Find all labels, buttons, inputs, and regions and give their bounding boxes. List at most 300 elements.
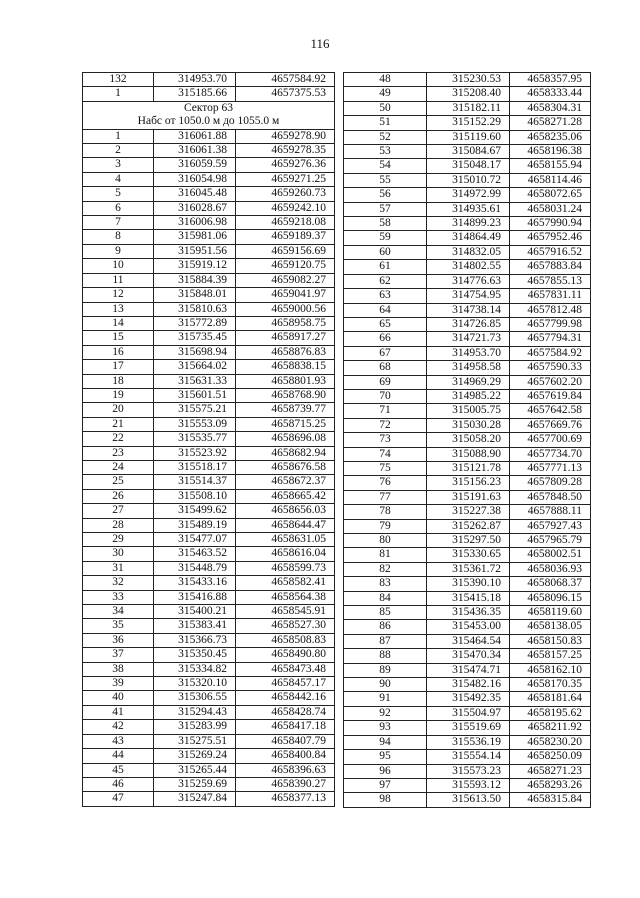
table-row xyxy=(344,101,591,115)
y-coordinate-cell: 4658682.94 xyxy=(236,446,335,460)
y-coordinate-cell: 4658235.06 xyxy=(510,130,591,144)
point-number-cell: 5 xyxy=(83,187,154,201)
x-coordinate-cell: 315088.90 xyxy=(427,447,510,461)
table-row xyxy=(344,793,591,807)
x-coordinate-cell: 315523.92 xyxy=(154,446,236,460)
point-number-cell: 17 xyxy=(83,360,154,374)
point-number-cell: 92 xyxy=(344,706,427,720)
point-number-cell: 89 xyxy=(344,663,427,677)
x-coordinate-cell: 315182.11 xyxy=(427,101,510,115)
point-number-cell: 21 xyxy=(83,417,154,431)
y-coordinate-cell: 4657794.31 xyxy=(510,332,591,346)
table-row xyxy=(344,663,591,677)
table-row xyxy=(344,620,591,634)
table-row xyxy=(344,577,591,591)
x-coordinate-cell: 315058.20 xyxy=(427,433,510,447)
point-number-cell: 65 xyxy=(344,317,427,331)
y-coordinate-cell: 4658739.77 xyxy=(236,403,335,417)
y-coordinate-cell: 4658170.35 xyxy=(510,678,591,692)
y-coordinate-cell: 4657584.92 xyxy=(510,346,591,360)
table-row xyxy=(83,619,335,633)
y-coordinate-cell: 4659276.36 xyxy=(236,158,335,172)
point-number-cell: 81 xyxy=(344,548,427,562)
point-number-cell: 85 xyxy=(344,606,427,620)
x-coordinate-cell: 314802.55 xyxy=(427,260,510,274)
y-coordinate-cell: 4659000.56 xyxy=(236,302,335,316)
point-number-cell: 80 xyxy=(344,534,427,548)
table-row xyxy=(83,533,335,547)
point-number-cell: 51 xyxy=(344,116,427,130)
table-row xyxy=(344,534,591,548)
x-coordinate-cell: 315575.21 xyxy=(154,403,236,417)
point-number-cell: 74 xyxy=(344,447,427,461)
point-number-cell: 20 xyxy=(83,403,154,417)
table-row xyxy=(344,649,591,663)
x-coordinate-cell: 315735.45 xyxy=(154,331,236,345)
y-coordinate-cell: 4657952.46 xyxy=(510,231,591,245)
x-coordinate-cell: 315400.21 xyxy=(154,605,236,619)
table-row xyxy=(83,73,335,87)
table-row xyxy=(83,677,335,691)
y-coordinate-cell: 4657771.13 xyxy=(510,461,591,475)
x-coordinate-cell: 314726.85 xyxy=(427,317,510,331)
point-number-cell: 93 xyxy=(344,721,427,735)
table-row xyxy=(83,345,335,359)
x-coordinate-cell: 315383.41 xyxy=(154,619,236,633)
point-number-cell: 12 xyxy=(83,288,154,302)
y-coordinate-cell: 4658527.30 xyxy=(236,619,335,633)
y-coordinate-cell: 4658599.73 xyxy=(236,561,335,575)
table-row xyxy=(83,792,335,806)
left-table-top-rows xyxy=(83,73,335,102)
table-row xyxy=(344,116,591,130)
table-row xyxy=(344,217,591,231)
x-coordinate-cell: 314969.29 xyxy=(427,375,510,389)
x-coordinate-cell: 315084.67 xyxy=(427,145,510,159)
x-coordinate-cell: 315208.40 xyxy=(427,87,510,101)
x-coordinate-cell: 315464.54 xyxy=(427,634,510,648)
y-coordinate-cell: 4657927.43 xyxy=(510,519,591,533)
x-coordinate-cell: 316045.48 xyxy=(154,187,236,201)
point-number-cell: 50 xyxy=(344,101,427,115)
table-row xyxy=(344,202,591,216)
x-coordinate-cell: 315416.88 xyxy=(154,590,236,604)
x-coordinate-cell: 314972.99 xyxy=(427,188,510,202)
point-number-cell: 34 xyxy=(83,605,154,619)
point-number-cell: 79 xyxy=(344,519,427,533)
x-coordinate-cell: 315262.87 xyxy=(427,519,510,533)
table-row xyxy=(344,490,591,504)
y-coordinate-cell: 4657809.28 xyxy=(510,476,591,490)
point-number-cell: 27 xyxy=(83,504,154,518)
x-coordinate-cell: 315152.29 xyxy=(427,116,510,130)
table-row xyxy=(344,505,591,519)
table-row xyxy=(83,216,335,230)
y-coordinate-cell: 4658917.27 xyxy=(236,331,335,345)
y-coordinate-cell: 4658195.62 xyxy=(510,706,591,720)
point-number-cell: 52 xyxy=(344,130,427,144)
y-coordinate-cell: 4658768.90 xyxy=(236,388,335,402)
x-coordinate-cell: 315448.79 xyxy=(154,561,236,575)
point-number-cell: 14 xyxy=(83,316,154,330)
point-number-cell: 36 xyxy=(83,633,154,647)
x-coordinate-cell: 316061.88 xyxy=(154,129,236,143)
y-coordinate-cell: 4658508.83 xyxy=(236,633,335,647)
y-coordinate-cell: 4658715.25 xyxy=(236,417,335,431)
x-coordinate-cell: 314721.73 xyxy=(427,332,510,346)
x-coordinate-cell: 316006.98 xyxy=(154,216,236,230)
table-row xyxy=(83,316,335,330)
table-row xyxy=(344,375,591,389)
y-coordinate-cell: 4658428.74 xyxy=(236,705,335,719)
table-row xyxy=(83,144,335,158)
table-row xyxy=(83,648,335,662)
point-number-cell: 71 xyxy=(344,404,427,418)
y-coordinate-cell: 4658676.58 xyxy=(236,460,335,474)
point-number-cell: 32 xyxy=(83,576,154,590)
x-coordinate-cell: 315185.66 xyxy=(154,87,236,101)
point-number-cell: 6 xyxy=(83,201,154,215)
x-coordinate-cell: 315350.45 xyxy=(154,648,236,662)
x-coordinate-cell: 315573.23 xyxy=(427,764,510,778)
point-number-cell: 64 xyxy=(344,303,427,317)
table-row xyxy=(83,475,335,489)
x-coordinate-cell: 315227.38 xyxy=(427,505,510,519)
table-row xyxy=(83,259,335,273)
section-title: Сектор 63 xyxy=(183,101,234,114)
point-number-cell: 30 xyxy=(83,547,154,561)
point-number-cell: 15 xyxy=(83,331,154,345)
y-coordinate-cell: 4659260.73 xyxy=(236,187,335,201)
point-number-cell: 16 xyxy=(83,345,154,359)
y-coordinate-cell: 4657700.69 xyxy=(510,433,591,447)
table-row xyxy=(83,360,335,374)
x-coordinate-cell: 315474.71 xyxy=(427,663,510,677)
x-coordinate-cell: 315772.89 xyxy=(154,316,236,330)
point-number-cell: 13 xyxy=(83,302,154,316)
table-row xyxy=(83,403,335,417)
point-number-cell: 26 xyxy=(83,489,154,503)
table-row xyxy=(344,87,591,101)
y-coordinate-cell: 4658162.10 xyxy=(510,663,591,677)
y-coordinate-cell: 4658271.23 xyxy=(510,764,591,778)
y-coordinate-cell: 4658002.51 xyxy=(510,548,591,562)
table-row xyxy=(83,547,335,561)
table-row xyxy=(344,145,591,159)
point-number-cell: 88 xyxy=(344,649,427,663)
table-row xyxy=(83,777,335,791)
x-coordinate-cell: 315499.62 xyxy=(154,504,236,518)
point-number-cell: 87 xyxy=(344,634,427,648)
table-row xyxy=(83,187,335,201)
x-coordinate-cell: 315433.16 xyxy=(154,576,236,590)
y-coordinate-cell: 4658230.20 xyxy=(510,735,591,749)
y-coordinate-cell: 4657965.79 xyxy=(510,534,591,548)
y-coordinate-cell: 4658644.47 xyxy=(236,518,335,532)
coordinates-table-left xyxy=(82,72,335,807)
x-coordinate-cell: 315489.19 xyxy=(154,518,236,532)
table-row xyxy=(344,245,591,259)
x-coordinate-cell: 315259.69 xyxy=(154,777,236,791)
y-coordinate-cell: 4658138.05 xyxy=(510,620,591,634)
point-number-cell: 7 xyxy=(83,216,154,230)
x-coordinate-cell: 315884.39 xyxy=(154,273,236,287)
x-coordinate-cell: 315453.00 xyxy=(427,620,510,634)
point-number-cell: 22 xyxy=(83,432,154,446)
y-coordinate-cell: 4657848.50 xyxy=(510,490,591,504)
section-subtitle: Набс от 1050.0 м до 1055.0 м xyxy=(137,115,280,128)
table-row xyxy=(83,590,335,604)
left-table-section xyxy=(83,101,335,129)
table-row xyxy=(344,346,591,360)
table-row xyxy=(344,361,591,375)
x-coordinate-cell: 315554.14 xyxy=(427,750,510,764)
y-coordinate-cell: 4658271.28 xyxy=(510,116,591,130)
table-row xyxy=(83,158,335,172)
x-coordinate-cell: 315390.10 xyxy=(427,577,510,591)
x-coordinate-cell: 315848.01 xyxy=(154,288,236,302)
x-coordinate-cell: 314958.58 xyxy=(427,361,510,375)
point-number-cell: 37 xyxy=(83,648,154,662)
y-coordinate-cell: 4657669.76 xyxy=(510,418,591,432)
y-coordinate-cell: 4658114.46 xyxy=(510,173,591,187)
y-coordinate-cell: 4659271.25 xyxy=(236,172,335,186)
table-row xyxy=(344,562,591,576)
x-coordinate-cell: 315366.73 xyxy=(154,633,236,647)
y-coordinate-cell: 4658196.38 xyxy=(510,145,591,159)
x-coordinate-cell: 315951.56 xyxy=(154,244,236,258)
table-row xyxy=(83,720,335,734)
x-coordinate-cell: 315470.34 xyxy=(427,649,510,663)
x-coordinate-cell: 315514.37 xyxy=(154,475,236,489)
point-number-cell: 39 xyxy=(83,677,154,691)
x-coordinate-cell: 315030.28 xyxy=(427,418,510,432)
table-row xyxy=(344,289,591,303)
table-row xyxy=(83,460,335,474)
y-coordinate-cell: 4659278.35 xyxy=(236,144,335,158)
x-coordinate-cell: 316028.67 xyxy=(154,201,236,215)
point-number-cell: 25 xyxy=(83,475,154,489)
x-coordinate-cell: 314864.49 xyxy=(427,231,510,245)
table-row xyxy=(344,476,591,490)
table-row xyxy=(83,504,335,518)
point-number-cell: 1 xyxy=(83,129,154,143)
y-coordinate-cell: 4659278.90 xyxy=(236,129,335,143)
x-coordinate-cell: 315247.84 xyxy=(154,792,236,806)
point-number-cell: 53 xyxy=(344,145,427,159)
table-row xyxy=(83,432,335,446)
y-coordinate-cell: 4659156.69 xyxy=(236,244,335,258)
point-number-cell: 3 xyxy=(83,158,154,172)
y-coordinate-cell: 4658545.91 xyxy=(236,605,335,619)
y-coordinate-cell: 4657831.11 xyxy=(510,289,591,303)
y-coordinate-cell: 4657590.33 xyxy=(510,361,591,375)
y-coordinate-cell: 4658293.26 xyxy=(510,778,591,792)
y-coordinate-cell: 4658631.05 xyxy=(236,533,335,547)
x-coordinate-cell: 315306.55 xyxy=(154,691,236,705)
table-row xyxy=(83,288,335,302)
table-row xyxy=(344,303,591,317)
y-coordinate-cell: 4658672.37 xyxy=(236,475,335,489)
x-coordinate-cell: 315518.17 xyxy=(154,460,236,474)
y-coordinate-cell: 4657602.20 xyxy=(510,375,591,389)
x-coordinate-cell: 315275.51 xyxy=(154,734,236,748)
y-coordinate-cell: 4657916.52 xyxy=(510,245,591,259)
x-coordinate-cell: 315981.06 xyxy=(154,230,236,244)
y-coordinate-cell: 4658072.65 xyxy=(510,188,591,202)
x-coordinate-cell: 315297.50 xyxy=(427,534,510,548)
table-row xyxy=(83,561,335,575)
x-coordinate-cell: 314738.14 xyxy=(427,303,510,317)
table-row xyxy=(83,749,335,763)
section-header xyxy=(83,101,335,129)
x-coordinate-cell: 314935.61 xyxy=(427,202,510,216)
point-number-cell: 72 xyxy=(344,418,427,432)
table-row xyxy=(83,129,335,143)
y-coordinate-cell: 4658377.13 xyxy=(236,792,335,806)
y-coordinate-cell: 4658155.94 xyxy=(510,159,591,173)
x-coordinate-cell: 314899.23 xyxy=(427,217,510,231)
point-number-cell: 4 xyxy=(83,172,154,186)
table-row xyxy=(344,706,591,720)
x-coordinate-cell: 314832.05 xyxy=(427,245,510,259)
x-coordinate-cell: 315553.09 xyxy=(154,417,236,431)
point-number-cell: 43 xyxy=(83,734,154,748)
table-row xyxy=(83,518,335,532)
y-coordinate-cell: 4658876.83 xyxy=(236,345,335,359)
x-coordinate-cell: 315320.10 xyxy=(154,677,236,691)
x-coordinate-cell: 315230.53 xyxy=(427,73,510,87)
table-row xyxy=(83,331,335,345)
table-row xyxy=(83,374,335,388)
y-coordinate-cell: 4659041.97 xyxy=(236,288,335,302)
x-coordinate-cell: 316054.98 xyxy=(154,172,236,186)
x-coordinate-cell: 315294.43 xyxy=(154,705,236,719)
table-row xyxy=(344,735,591,749)
x-coordinate-cell: 315477.07 xyxy=(154,533,236,547)
x-coordinate-cell: 315415.18 xyxy=(427,591,510,605)
table-row xyxy=(344,188,591,202)
point-number-cell: 2 xyxy=(83,144,154,158)
y-coordinate-cell: 4657619.84 xyxy=(510,389,591,403)
point-number-cell: 18 xyxy=(83,374,154,388)
y-coordinate-cell: 4657888.11 xyxy=(510,505,591,519)
table-row xyxy=(344,519,591,533)
y-coordinate-cell: 4658838.15 xyxy=(236,360,335,374)
y-coordinate-cell: 4658333.44 xyxy=(510,87,591,101)
y-coordinate-cell: 4658181.64 xyxy=(510,692,591,706)
y-coordinate-cell: 4657812.48 xyxy=(510,303,591,317)
y-coordinate-cell: 4657855.13 xyxy=(510,274,591,288)
table-row xyxy=(344,159,591,173)
y-coordinate-cell: 4657734.70 xyxy=(510,447,591,461)
table-row xyxy=(83,576,335,590)
table-row xyxy=(83,273,335,287)
y-coordinate-cell: 4657375.53 xyxy=(236,87,335,101)
table-row xyxy=(344,73,591,87)
point-number-cell: 31 xyxy=(83,561,154,575)
x-coordinate-cell: 315482.16 xyxy=(427,678,510,692)
y-coordinate-cell: 4658400.84 xyxy=(236,749,335,763)
y-coordinate-cell: 4658442.16 xyxy=(236,691,335,705)
table-row xyxy=(344,173,591,187)
x-coordinate-cell: 315334.82 xyxy=(154,662,236,676)
point-number-cell: 63 xyxy=(344,289,427,303)
point-number-cell: 54 xyxy=(344,159,427,173)
x-coordinate-cell: 314953.70 xyxy=(427,346,510,360)
x-coordinate-cell: 315269.24 xyxy=(154,749,236,763)
point-number-cell: 11 xyxy=(83,273,154,287)
y-coordinate-cell: 4657584.92 xyxy=(236,73,335,87)
y-coordinate-cell: 4658304.31 xyxy=(510,101,591,115)
left-table-rows xyxy=(83,129,335,806)
table-row xyxy=(83,201,335,215)
y-coordinate-cell: 4658390.27 xyxy=(236,777,335,791)
point-number-cell: 24 xyxy=(83,460,154,474)
x-coordinate-cell: 315191.63 xyxy=(427,490,510,504)
y-coordinate-cell: 4658036.93 xyxy=(510,562,591,576)
y-coordinate-cell: 4658211.92 xyxy=(510,721,591,735)
table-row xyxy=(83,244,335,258)
y-coordinate-cell: 4658315.84 xyxy=(510,793,591,807)
y-coordinate-cell: 4658150.83 xyxy=(510,634,591,648)
x-coordinate-cell: 315492.35 xyxy=(427,692,510,706)
table-row xyxy=(344,317,591,331)
y-coordinate-cell: 4657990.94 xyxy=(510,217,591,231)
point-number-cell: 33 xyxy=(83,590,154,604)
table-row xyxy=(344,389,591,403)
point-number-cell: 49 xyxy=(344,87,427,101)
x-coordinate-cell: 315005.75 xyxy=(427,404,510,418)
y-coordinate-cell: 4659082.27 xyxy=(236,273,335,287)
point-number-cell: 95 xyxy=(344,750,427,764)
y-coordinate-cell: 4658096.15 xyxy=(510,591,591,605)
point-number-cell: 40 xyxy=(83,691,154,705)
point-number-cell: 41 xyxy=(83,705,154,719)
table-row xyxy=(83,489,335,503)
point-number-cell: 44 xyxy=(83,749,154,763)
table-row xyxy=(344,461,591,475)
table-row xyxy=(344,274,591,288)
x-coordinate-cell: 315121.78 xyxy=(427,461,510,475)
point-number-cell: 55 xyxy=(344,173,427,187)
point-number-cell: 84 xyxy=(344,591,427,605)
table-row xyxy=(344,591,591,605)
point-number-cell: 94 xyxy=(344,735,427,749)
y-coordinate-cell: 4658031.24 xyxy=(510,202,591,216)
x-coordinate-cell: 315463.52 xyxy=(154,547,236,561)
y-coordinate-cell: 4658250.09 xyxy=(510,750,591,764)
y-coordinate-cell: 4658417.18 xyxy=(236,720,335,734)
table-row xyxy=(83,230,335,244)
point-number-cell: 78 xyxy=(344,505,427,519)
table-row xyxy=(83,388,335,402)
right-table-rows xyxy=(344,73,591,808)
table-row xyxy=(344,447,591,461)
y-coordinate-cell: 4658357.95 xyxy=(510,73,591,87)
y-coordinate-cell: 4657642.58 xyxy=(510,404,591,418)
x-coordinate-cell: 315613.50 xyxy=(427,793,510,807)
y-coordinate-cell: 4658473.48 xyxy=(236,662,335,676)
table-row xyxy=(83,302,335,316)
point-number-cell: 23 xyxy=(83,446,154,460)
point-number-cell: 10 xyxy=(83,259,154,273)
table-row xyxy=(83,734,335,748)
point-number-cell: 28 xyxy=(83,518,154,532)
table-row xyxy=(344,692,591,706)
point-number-cell: 48 xyxy=(344,73,427,87)
table-row xyxy=(344,433,591,447)
